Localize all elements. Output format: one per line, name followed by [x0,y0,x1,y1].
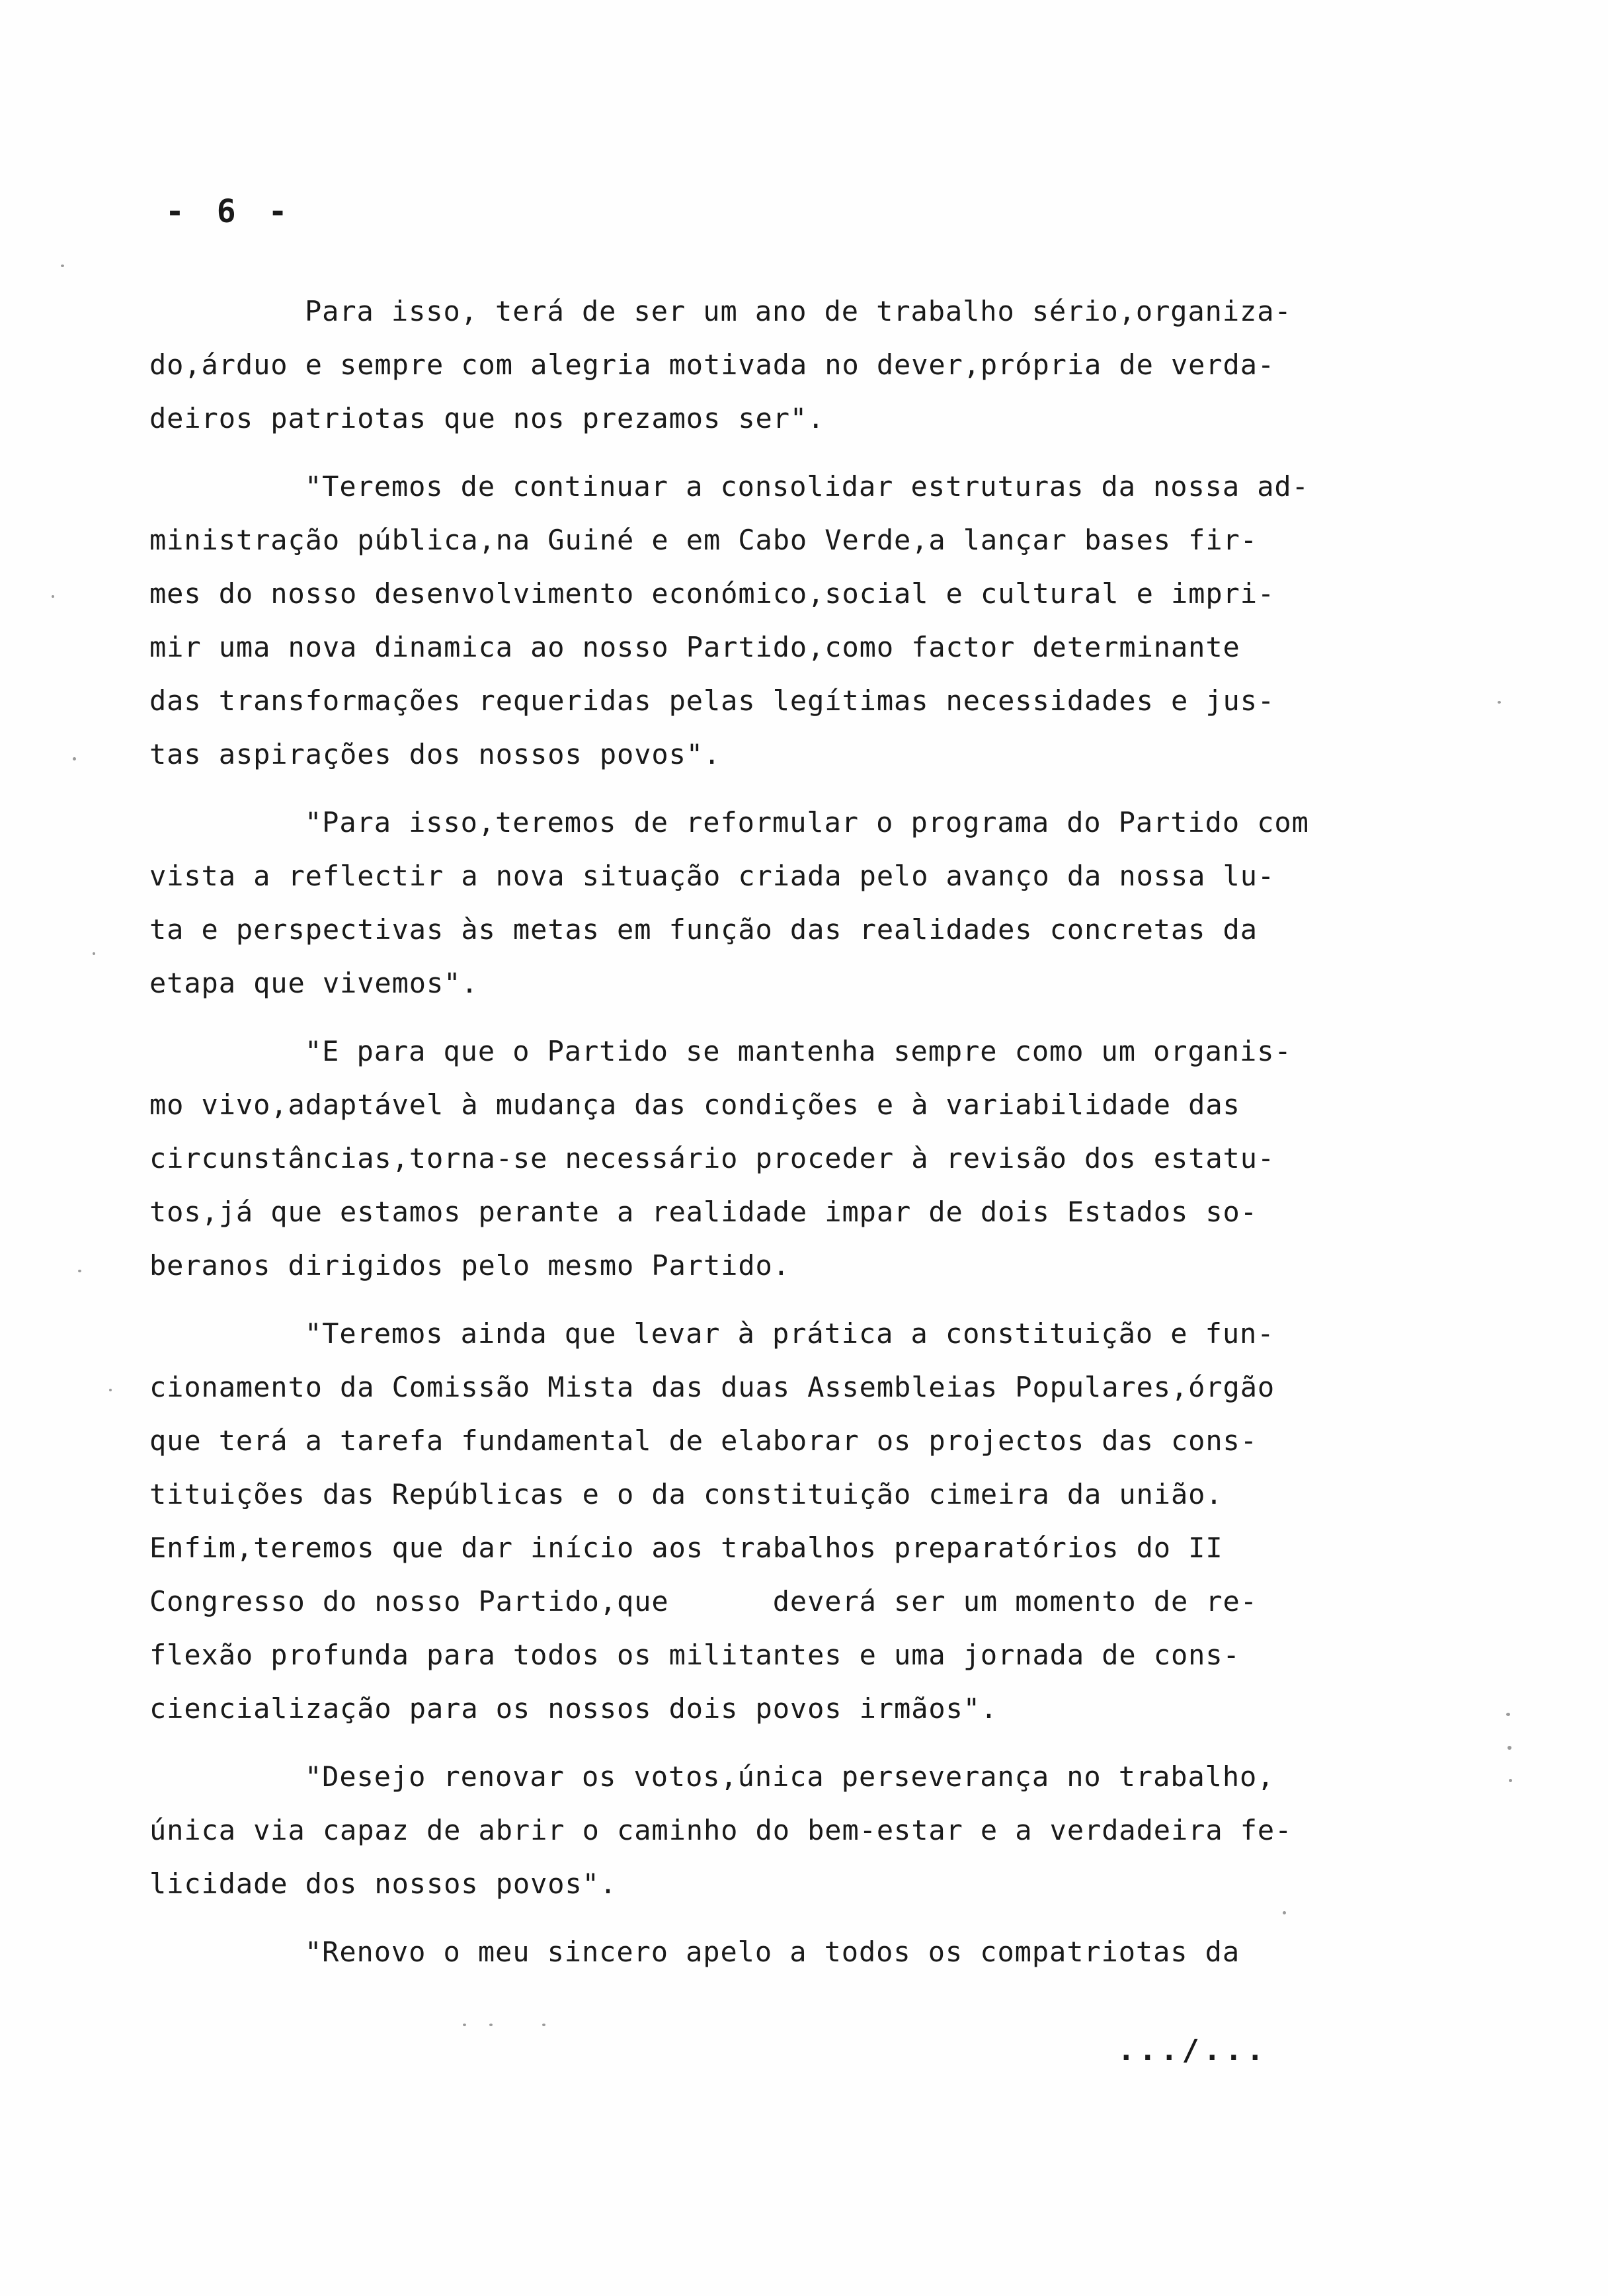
text-line: tos,já que estamos perante a realidade impar de dois Estados so- [149,1196,1258,1228]
text-line: mo vivo,adaptável à mudança das condições e à variabilidade das [149,1088,1240,1121]
text-line: que terá a tarefa fundamental de elaborar os projectos das cons- [149,1424,1258,1457]
text-line: Para isso, terá de ser um ano de trabalho sério,organiza- [305,295,1292,327]
paragraph [149,1307,1445,1735]
text-line: beranos dirigidos pelo mesmo Partido. [149,1249,790,1282]
paragraph [149,1925,1445,1979]
text-line: tas aspirações dos nossos povos". [149,738,721,770]
scan-speck [93,952,95,955]
scan-speck [1509,1779,1512,1782]
text-line: tituições das Repúblicas e o da constituição cimeira da união. [149,1478,1223,1510]
text-line: "Desejo renovar os votos,única perseverança no trabalho, [305,1760,1275,1793]
scan-speck [1508,1746,1511,1750]
scan-speck [73,757,76,760]
text-line: "Para isso,teremos de reformular o programa do Partido com [305,806,1309,839]
text-line: "Teremos ainda que levar à prática a constituição e fun- [305,1317,1275,1350]
paragraph [149,460,1445,781]
text-line: deiros patriotas que nos prezamos ser". [149,402,825,434]
text-line: mir uma nova dinamica ao nosso Partido,como factor determinante [149,631,1240,663]
text-line: única via capaz de abrir o caminho do bem-estar e a verdadeira fe- [149,1814,1293,1846]
scan-speck [52,595,54,598]
text-line: das transformações requeridas pelas legítimas necessidades e jus- [149,684,1275,717]
scan-speck [78,1270,81,1272]
scan-speck [61,265,64,267]
text-line: ta e perspectivas às metas em função das realidades concretas da [149,913,1258,946]
text-line: mes do nosso desenvolvimento económico,social e cultural e impri- [149,577,1275,610]
text-line: ministração pública,na Guiné e em Cabo Verde,a lançar bases fir- [149,524,1258,556]
paragraph [149,284,1445,445]
scan-speck [1506,1713,1510,1716]
text-line: cionamento da Comissão Mista das duas Assembleias Populares,órgão [149,1371,1275,1403]
continuation-mark: .../... [1117,2033,1268,2067]
scan-speck [542,2024,545,2026]
text-line: circunstâncias,torna-se necessário proceder à revisão dos estatu- [149,1142,1275,1174]
page-number: - 6 - [165,193,294,230]
text-line: "Teremos de continuar a consolidar estruturas da nossa ad- [305,470,1309,503]
text-line: flexão profunda para todos os militantes e uma jornada de cons- [149,1639,1240,1671]
text-line: Congresso do nosso Partido,que deverá ser um momento de re- [149,1585,1258,1618]
scan-speck [109,1389,112,1391]
text-line: Enfim,teremos que dar início aos trabalhos preparatórios do II [149,1532,1223,1564]
scan-speck [489,2024,493,2026]
text-line: "E para que o Partido se mantenha sempre como um organis- [305,1035,1292,1067]
paragraph [149,1750,1445,1910]
text-line: licidade dos nossos povos". [149,1867,618,1900]
scan-speck [1498,701,1501,704]
paragraph [149,1024,1445,1292]
text-line: "Renovo o meu sincero apelo a todos os compatriotas da [305,1936,1240,1968]
text-line: ciencialização para os nossos dois povos irmãos". [149,1692,998,1725]
text-line: etapa que vivemos". [149,967,479,999]
text-line: do,árduo e sempre com alegria motivada no dever,própria de verda- [149,348,1275,381]
text-line: vista a reflectir a nova situação criada pelo avanço da nossa lu- [149,860,1275,892]
scan-speck [463,2024,466,2026]
body-text [149,284,1445,1993]
scan-speck [1283,1911,1286,1914]
paragraph [149,796,1445,1010]
